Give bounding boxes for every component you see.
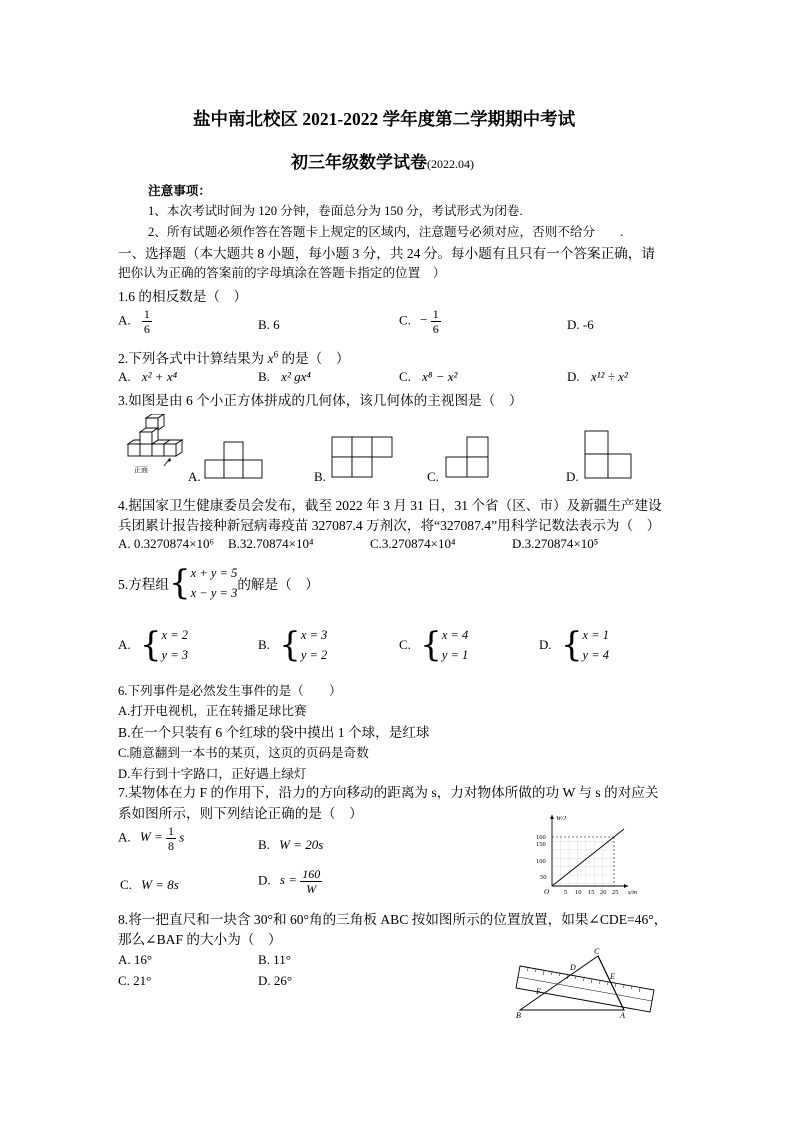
q4-option-b: B.32.70874×10⁴ (228, 536, 314, 551)
section-heading-line-2: 把你认为正确的答案前的字母填涂在答题卡指定的位置 ） (118, 266, 446, 280)
q1-c-denominator: 6 (432, 322, 439, 336)
q1-option-d: D. -6 (567, 317, 594, 332)
q2-a-label: A. (118, 369, 131, 384)
q5-option-a (118, 625, 188, 665)
q2-c-label: C. (399, 369, 411, 384)
q7-a-numerator: 1 (168, 824, 174, 838)
q1-c-label: C. (399, 312, 411, 328)
q8-option-d: D. 26° (258, 973, 293, 988)
q4-line-1: 4.据国家卫生健康委员会发布，截至 2022 年 3 月 31 日，31 个省（区、市）及新疆生产建设 (118, 498, 662, 513)
q3-option-b-figure (331, 436, 395, 480)
q5-eq-1: x + y = 5 (190, 566, 238, 580)
q3-stem: 3.如图是由 6 个小正方体拼成的几何体，该几何体的主视图是（ ） (118, 393, 523, 408)
q4-line-2: 兵团累计报告接种新冠病毒疫苗 327087.4 万剂次，将“327087.4”用科学记数法表示为（ ） (118, 518, 661, 533)
q1-c-numerator: 1 (432, 307, 439, 321)
q5-stem (118, 563, 319, 607)
q6-option-b: B.在一个只装有 6 个红球的袋中摸出 1 个球，是红球 (118, 725, 430, 740)
q7-option-c (120, 877, 179, 893)
q5-a-eq-2: y = 3 (161, 648, 189, 662)
notice-heading: 注意事项： (148, 184, 211, 198)
q7-a-fraction (166, 824, 176, 853)
q7-b-label: B. (258, 837, 270, 852)
q3-solid-figure (124, 414, 186, 478)
q8-label-e: E (610, 972, 615, 981)
section-heading-line-1: 一、选择题（本大题共 8 小题，每小题 3 分，共 24 分。每小题有且只有一个答案正确，请 (118, 246, 655, 261)
q2-b-expr: x² gx⁴ (281, 369, 311, 384)
q8-line-1: 8.将一把直尺和一块含 30°和 60°角的三角板 ABC 按如图所示的位置放置，如果∠CDE=46°， (118, 912, 668, 927)
q1-stem: 1.6 的相反数是（ ） (118, 289, 248, 304)
q5-d-brace: { (560, 625, 583, 665)
q5-b-system (301, 625, 327, 665)
q7-d-denominator: W (306, 882, 317, 896)
q2-option-b (258, 369, 311, 385)
q2-c-expr: x⁸ − x² (422, 369, 458, 384)
q8-option-a: A. 16° (118, 952, 153, 967)
q8-label-c: C (594, 947, 600, 956)
q6-stem: 6.下列事件是必然发生事件的是（ ） (118, 684, 342, 698)
q5-option-b (258, 625, 327, 665)
q7-d-label: D. (258, 872, 271, 888)
q2-option-c (399, 369, 457, 385)
q5-c-eq-1: x = 4 (441, 628, 469, 642)
q4-option-a: A. 0.3270874×10⁶ (118, 536, 215, 551)
q5-stem-post: 的解是（ ） (237, 577, 319, 592)
q1-a-denominator: 6 (143, 322, 150, 336)
q3-option-a-figure (204, 440, 268, 480)
q7-d-lhs: s = (279, 872, 297, 888)
q8-label-b: B (516, 1011, 521, 1020)
q5-b-eq-2: y = 2 (300, 648, 328, 662)
q5-eq-2: x − y = 3 (190, 586, 238, 600)
q7-y-tick: 150 (536, 841, 546, 848)
q5-a-brace: { (139, 625, 162, 665)
q2-option-a (118, 369, 177, 385)
q1-a-label: A. (118, 312, 131, 328)
q7-option-b (258, 837, 323, 853)
q2-stem-base: x (267, 351, 274, 366)
q5-option-d (539, 625, 609, 665)
q7-a-rhs: s (179, 829, 185, 845)
q7-b-expr: W = 20s (279, 837, 324, 852)
q2-d-label: D. (567, 369, 580, 384)
q8-label-a: A (620, 1011, 625, 1020)
q2-stem (118, 347, 349, 367)
q7-graph (528, 812, 644, 896)
q3-option-c-label: C. (427, 469, 439, 484)
q7-line-2: 系如图所示，则下列结论正确的是（ ） (118, 806, 363, 821)
q2-stem-post: 的是（ ） (281, 351, 350, 366)
q8-label-d: D (570, 963, 576, 972)
q7-a-lhs: W = (139, 829, 163, 845)
q5-b-brace: { (279, 625, 301, 665)
q7-y-tick: 160 (536, 834, 546, 841)
q7-a-denominator: 8 (168, 839, 174, 853)
q1-c-fraction (431, 307, 441, 336)
q1-a-numerator: 1 (143, 307, 150, 321)
subtitle-text: 初三年级数学试卷 (291, 153, 427, 172)
q5-b-eq-1: x = 3 (300, 628, 328, 642)
q1-a-fraction (142, 307, 152, 336)
q7-d-fraction (300, 867, 322, 896)
q7-y-tick: 100 (536, 858, 546, 865)
notice-item-2: 2、所有试题必须作答在答题卡上规定的区域内，注意题号必须对应，否则不给分 . (148, 225, 624, 239)
q7-x-tick: 25 (612, 889, 619, 896)
q5-a-label: A. (118, 637, 131, 652)
q3-front-label: 正面 (134, 466, 148, 474)
q6-option-c: C.随意翻到一本书的某页，这页的页码是奇数 (118, 746, 369, 760)
q5-a-system (162, 625, 188, 665)
q7-x-tick: 5 (564, 889, 568, 896)
q7-c-expr: W = 8s (141, 877, 179, 892)
q5-option-c (399, 625, 468, 665)
q5-d-label: D. (539, 637, 552, 652)
q4-option-c: C.3.270874×10⁴ (370, 536, 456, 551)
q7-y-axis-label: W/J (556, 815, 567, 822)
q5-b-label: B. (258, 637, 270, 652)
q2-b-label: B. (258, 369, 270, 384)
q5-d-eq-2: y = 4 (582, 648, 610, 662)
q7-option-d (258, 867, 322, 896)
q7-line-1: 7.某物体在力 F 的作用下，沿力的方向移动的距离为 s，力对物体所做的功 W 与 s 的对应关 (118, 785, 659, 800)
q7-c-label: C. (120, 877, 132, 892)
q1-option-a (118, 307, 152, 336)
q7-x-axis-label: s/m (628, 889, 638, 896)
q2-d-expr: x¹² ÷ x² (590, 369, 628, 384)
q8-label-f: F (536, 987, 541, 996)
q8-option-c: C. 21° (118, 973, 152, 988)
q5-stem-pre: 5.方程组 (118, 577, 169, 592)
q5-d-eq-1: x = 1 (582, 628, 610, 642)
q2-stem-pre: 2.下列各式中计算结果为 (118, 351, 265, 366)
q8-option-b: B. 11° (258, 952, 291, 967)
q7-x-tick: 10 (575, 889, 582, 896)
q6-option-d: D.车行到十字路口，正好遇上绿灯 (118, 767, 307, 781)
subtitle-date: (2022.04) (427, 157, 474, 171)
q7-y-tick: 50 (540, 874, 547, 881)
q2-option-d (567, 369, 628, 385)
q5-a-eq-1: x = 2 (161, 628, 189, 642)
q5-c-label: C. (399, 637, 411, 652)
q1-option-c (399, 307, 441, 336)
q5-brace: { (168, 563, 191, 603)
q8-line-2: 那么∠BAF 的大小为（ ） (118, 932, 282, 947)
q7-x-tick: 15 (588, 889, 595, 896)
q1-option-b: B. 6 (258, 317, 280, 332)
q5-c-system (442, 625, 468, 665)
q1-c-sign: − (420, 312, 428, 328)
q2-a-expr: x² + x⁴ (141, 369, 178, 384)
q6-option-a: A.打开电视机，正在转播足球比赛 (118, 704, 307, 718)
q7-origin-label: O (544, 888, 550, 896)
q3-option-d-label: D. (566, 469, 579, 484)
q3-option-b-label: B. (314, 469, 326, 484)
q4-option-d: D.3.270874×10⁵ (512, 536, 599, 551)
front-arrow (164, 458, 170, 466)
q3-option-d-figure (584, 430, 634, 482)
notice-item-1: 1、本次考试时间为 120 分钟，卷面总分为 150 分，考试形式为闭卷. (148, 204, 523, 218)
q2-stem-exp: 6 (273, 349, 279, 360)
q5-system (191, 563, 238, 603)
q5-d-system (583, 625, 609, 665)
q7-d-numerator: 160 (302, 867, 321, 881)
q8-figure (512, 942, 662, 1020)
exam-subtitle (291, 148, 474, 173)
q3-option-c-figure (445, 436, 491, 480)
exam-title: 盐中南北校区 2021-2022 学年度第二学期期中考试 (193, 109, 576, 129)
q7-x-tick: 20 (600, 889, 607, 896)
q3-option-a-label: A. (188, 469, 201, 484)
q5-c-eq-2: y = 1 (441, 648, 469, 662)
q5-c-brace: { (420, 625, 442, 665)
q7-a-label: A. (118, 829, 131, 845)
q7-option-a (118, 824, 184, 853)
